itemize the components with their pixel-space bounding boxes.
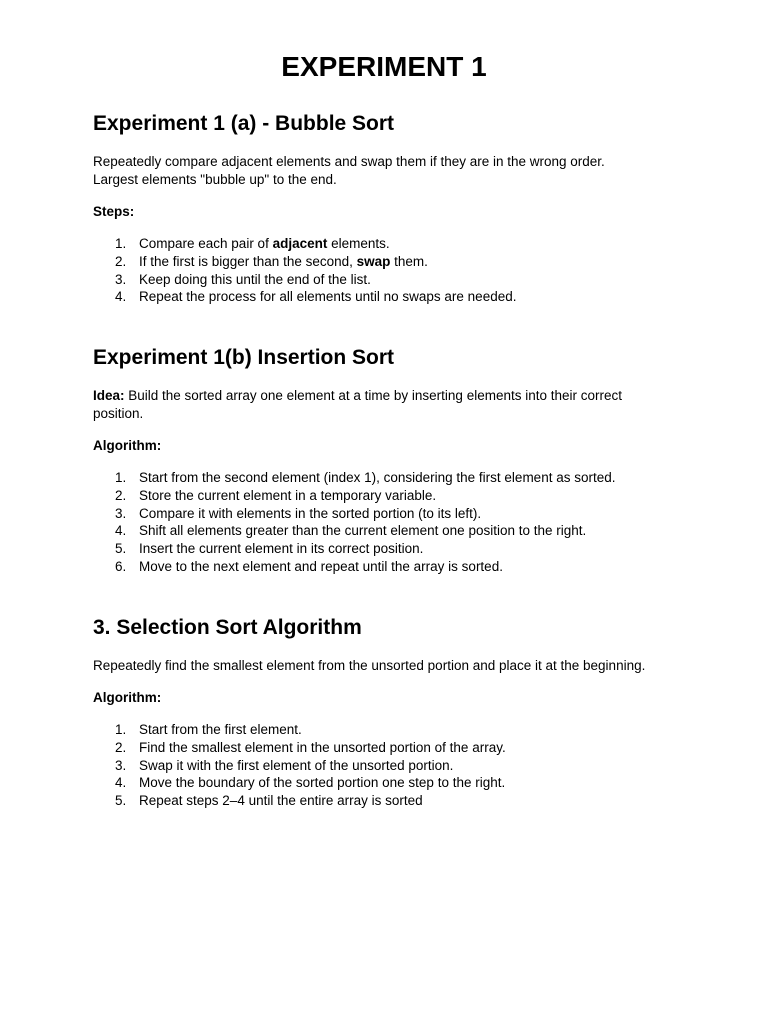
list-number: 4. <box>115 775 127 791</box>
intro-line-1: Build the sorted array one element at a time by inserting elements into their correct <box>124 388 623 403</box>
section-heading: Experiment 1 (a) - Bubble Sort <box>93 112 395 135</box>
section-intro <box>93 657 693 675</box>
step-text: Swap it with the first element of the unsorted portion. <box>139 757 454 773</box>
list-item <box>93 558 693 576</box>
step-text: Move to the next element and repeat until the array is sorted. <box>139 558 503 574</box>
list-item <box>93 540 693 558</box>
step-text: Shift all elements greater than the current element one position to the right. <box>139 523 587 539</box>
idea-label: Idea: <box>93 388 125 403</box>
list-item <box>93 505 693 523</box>
list-item <box>93 774 693 792</box>
list-number: 1. <box>115 470 127 485</box>
list-item <box>93 469 693 487</box>
step-text: Move the boundary of the sorted portion one step to the right. <box>139 775 506 791</box>
list-item <box>93 253 693 271</box>
list-item <box>93 487 693 505</box>
list-number: 1. <box>115 236 127 251</box>
list-item <box>93 739 693 757</box>
list-number: 2. <box>115 253 127 269</box>
section-intro <box>93 153 693 189</box>
list-number: 6. <box>115 558 127 574</box>
list-item <box>93 522 693 540</box>
intro-line-1: Repeatedly find the smallest element from the unsorted portion and place it at the beginning. <box>93 658 646 673</box>
document-title: EXPERIMENT 1 <box>281 51 487 82</box>
section-heading: 3. Selection Sort Algorithm <box>93 616 362 639</box>
list-number: 5. <box>115 793 127 809</box>
step-text: Start from the first element. <box>139 722 302 737</box>
list-item <box>93 271 693 289</box>
list-number: 5. <box>115 541 127 557</box>
list-number: 4. <box>115 289 127 305</box>
list-item <box>93 288 693 306</box>
list-item <box>93 721 693 739</box>
list-item <box>93 235 693 253</box>
intro-line-1: Repeatedly compare adjacent elements and swap them if they are in the wrong order. <box>93 154 605 169</box>
step-text: Store the current element in a temporary variable. <box>139 487 437 503</box>
step-text: Repeat the process for all elements until no swaps are needed. <box>139 289 517 305</box>
list-item <box>93 792 693 810</box>
step-text: elements. <box>327 236 390 251</box>
algorithm-label: Algorithm: <box>93 438 162 453</box>
step-text: Start from the second element (index 1), considering the first element as sorted. <box>139 470 616 485</box>
step-text: Compare each pair of <box>139 236 273 251</box>
step-emphasis: swap <box>356 253 391 269</box>
section-bubble-sort <box>93 110 693 306</box>
list-number: 2. <box>115 739 127 755</box>
list-number: 2. <box>115 487 127 503</box>
list-number: 3. <box>115 271 127 287</box>
step-text: Keep doing this until the end of the list. <box>139 271 371 287</box>
steps-label: Steps: <box>93 204 135 219</box>
step-text: Repeat steps 2–4 until the entire array is sorted <box>139 793 423 809</box>
intro-line-2: Largest elements "bubble up" to the end. <box>93 172 337 187</box>
list-number: 4. <box>115 523 127 539</box>
list-number: 1. <box>115 722 127 737</box>
algorithm-label: Algorithm: <box>93 690 162 705</box>
steps-list <box>93 235 693 306</box>
step-text: Insert the current element in its correct position. <box>139 541 424 557</box>
steps-list <box>93 721 693 810</box>
section-intro <box>93 387 693 423</box>
step-text: them. <box>390 253 428 269</box>
step-text: If the first is bigger than the second, <box>139 253 357 269</box>
step-text: Compare it with elements in the sorted portion (to its left). <box>139 505 482 521</box>
section-heading: Experiment 1(b) Insertion Sort <box>93 346 395 369</box>
list-number: 3. <box>115 757 127 773</box>
section-insertion-sort <box>93 344 693 576</box>
intro-line-2: position. <box>93 406 144 421</box>
section-selection-sort <box>93 614 693 810</box>
list-number: 3. <box>115 505 127 521</box>
step-text: Find the smallest element in the unsorted portion of the array. <box>139 739 506 755</box>
step-emphasis: adjacent <box>272 236 328 251</box>
list-item <box>93 757 693 775</box>
steps-list <box>93 469 693 576</box>
